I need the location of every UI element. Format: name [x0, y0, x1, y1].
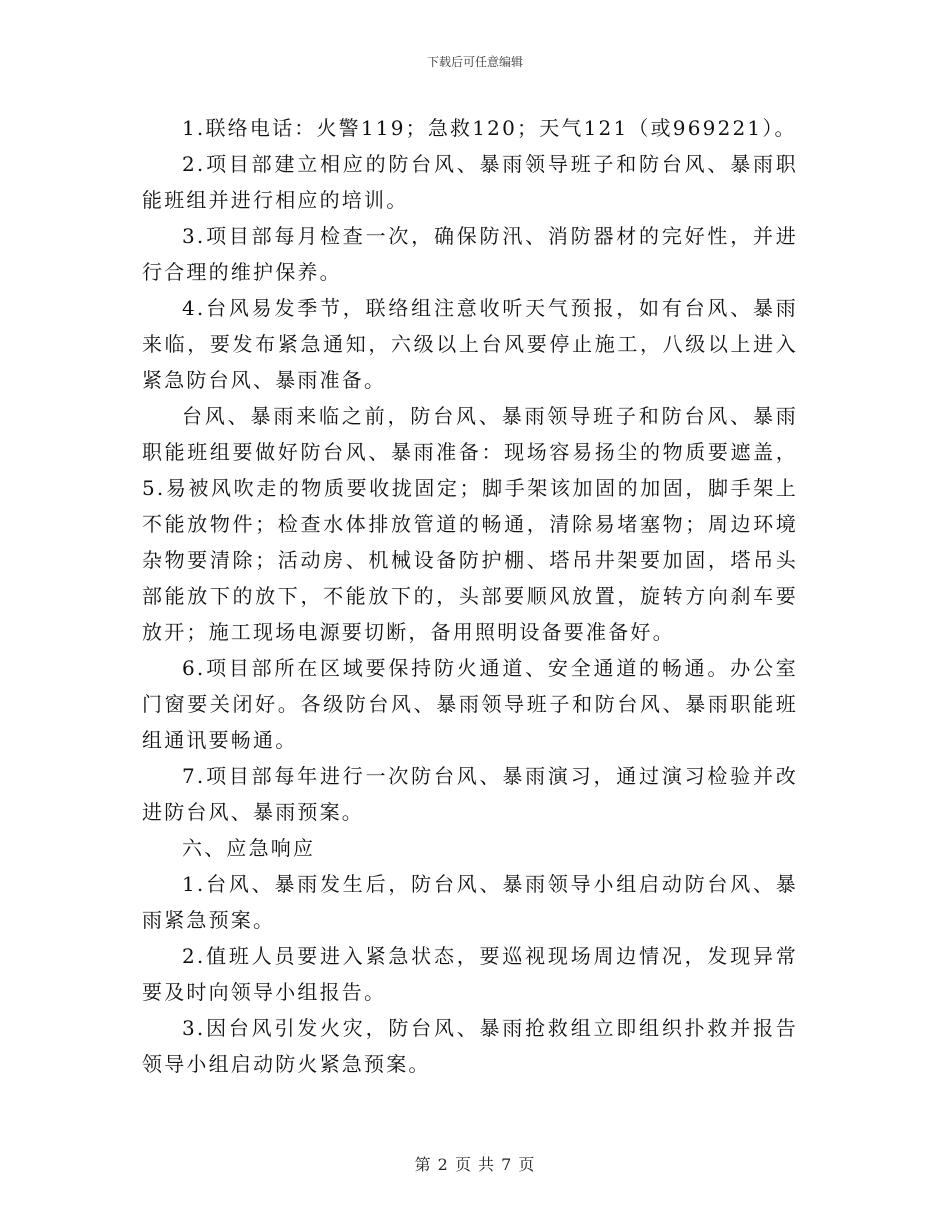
document-body [142, 110, 798, 1082]
page-number-footer: 第 2 页 共 7 页 [414, 1155, 536, 1174]
paragraph-activate-plan: 1.台风、暴雨发生后，防台风、暴雨领导小组启动防台风、暴雨紧急预案。 [142, 872, 798, 932]
paragraph-duty-staff: 2.值班人员要进入紧急状态，要巡视现场周边情况，发现异常要及时向领导小组报告。 [142, 944, 798, 1004]
paragraph-leadership-team: 2.项目部建立相应的防台风、暴雨领导班子和防台风、暴雨职能班组并进行相应的培训。 [142, 152, 798, 212]
section-heading-emergency-response: 六、应急响应 [182, 836, 316, 860]
page-header-note: 下载后可任意编辑 [426, 55, 523, 69]
paragraph-monthly-inspection: 3.项目部每月检查一次，确保防汛、消防器材的完好性，并进行合理的维护保养。 [142, 224, 798, 284]
paragraph-contact-phones: 1.联络电话：火警119；急救120；天气121（或969221）。 [182, 116, 797, 140]
paragraph-fire-safety-passage: 6.项目部所在区域要保持防火通道、安全通道的畅通。办公室门窗要关闭好。各级防台风、暴雨领导班子和防台风、暴雨职能班组通讯要畅通。 [142, 656, 798, 752]
paragraph-typhoon-season: 4.台风易发季节，联络组注意收听天气预报，如有台风、暴雨来临，要发布紧急通知，六级以上台风要停止施工，八级以上进入紧急防台风、暴雨准备。 [142, 296, 798, 392]
paragraph-pre-typhoon-preparation: 台风、暴雨来临之前，防台风、暴雨领导班子和防台风、暴雨职能班组要做好防台风、暴雨准备：现场容易扬尘的物质要遮盖，5.易被风吹走的物质要收拢固定；脚手架该加固的加固，脚手架上不能放物件；检查水体排放管道的畅通，清除易堵塞物；周边环境杂物要清除；活动房、机械设备防护棚、塔吊井架要加固，塔吊头部能放下的放下，不能放下的，头部要顺风放置，旋转方向刹车要放开；施工现场电源要切断，备用照明设备要准备好。 [142, 404, 798, 644]
paragraph-annual-drill: 7.项目部每年进行一次防台风、暴雨演习，通过演习检验并改进防台风、暴雨预案。 [142, 764, 798, 824]
paragraph-fire-response: 3.因台风引发火灾，防台风、暴雨抢救组立即组织扑救并报告领导小组启动防火紧急预案。 [142, 1016, 798, 1076]
